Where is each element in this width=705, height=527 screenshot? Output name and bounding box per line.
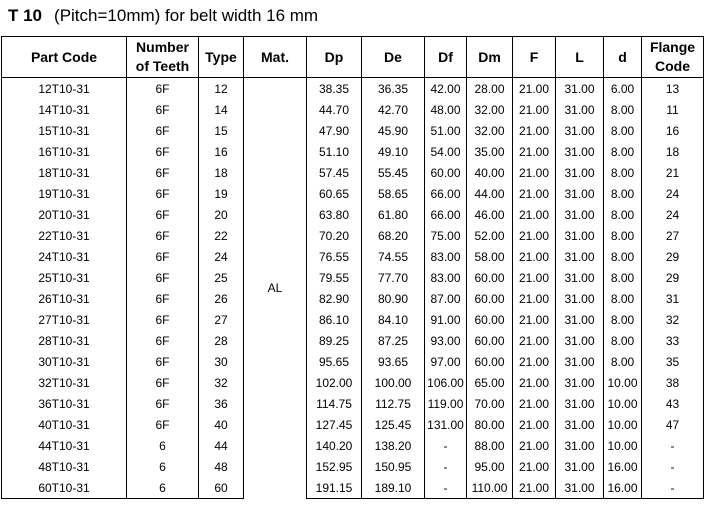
cell-l: 31.00 [556,267,604,288]
cell-dp: 102.00 [307,372,362,393]
cell-teeth: 6F [127,330,199,351]
cell-dp: 152.95 [307,456,362,477]
cell-part-code: 44T10-31 [2,435,127,456]
cell-part-code: 18T10-31 [2,162,127,183]
cell-type: 18 [199,162,244,183]
cell-dm: 32.00 [467,120,513,141]
cell-dm: 40.00 [467,162,513,183]
cell-dp: 89.25 [307,330,362,351]
cell-type: 25 [199,267,244,288]
table-row [2,78,704,100]
cell-part-code: 16T10-31 [2,141,127,162]
cell-dm: 65.00 [467,372,513,393]
cell-dm: 60.00 [467,309,513,330]
cell-f: 21.00 [513,393,556,414]
cell-df: 93.00 [425,330,467,351]
cell-de: 74.55 [362,246,425,267]
cell-type: 16 [199,141,244,162]
header-type: Type [199,37,244,78]
cell-dp: 86.10 [307,309,362,330]
cell-teeth: 6 [127,456,199,477]
cell-flange-code: 11 [642,99,704,120]
cell-df: 48.00 [425,99,467,120]
cell-flange-code: - [642,435,704,456]
cell-d: 8.00 [604,204,642,225]
cell-l: 31.00 [556,435,604,456]
cell-dm: 70.00 [467,393,513,414]
cell-dm: 32.00 [467,99,513,120]
cell-d: 8.00 [604,141,642,162]
cell-de: 80.90 [362,288,425,309]
cell-de: 84.10 [362,309,425,330]
cell-l: 31.00 [556,225,604,246]
cell-d: 10.00 [604,435,642,456]
title-description: (Pitch=10mm) for belt width 16 mm [54,6,319,25]
cell-de: 112.75 [362,393,425,414]
cell-part-code: 30T10-31 [2,351,127,372]
header-df: Df [425,37,467,78]
cell-dm: 60.00 [467,330,513,351]
cell-f: 21.00 [513,267,556,288]
cell-d: 8.00 [604,288,642,309]
cell-dp: 127.45 [307,414,362,435]
cell-f: 21.00 [513,288,556,309]
title-series: T 10 [8,6,43,25]
cell-l: 31.00 [556,309,604,330]
cell-flange-code: 24 [642,183,704,204]
cell-part-code: 20T10-31 [2,204,127,225]
cell-teeth: 6F [127,120,199,141]
table-row [2,330,704,351]
cell-d: 8.00 [604,183,642,204]
cell-de: 61.80 [362,204,425,225]
table-row [2,435,704,456]
cell-type: 60 [199,477,244,499]
cell-dp: 51.10 [307,141,362,162]
cell-teeth: 6F [127,351,199,372]
cell-df: 66.00 [425,183,467,204]
cell-df: 66.00 [425,204,467,225]
table-row [2,372,704,393]
cell-type: 27 [199,309,244,330]
cell-df: 87.00 [425,288,467,309]
cell-df: 91.00 [425,309,467,330]
cell-df: 54.00 [425,141,467,162]
cell-de: 42.70 [362,99,425,120]
cell-f: 21.00 [513,120,556,141]
cell-type: 30 [199,351,244,372]
cell-f: 21.00 [513,309,556,330]
cell-teeth: 6F [127,393,199,414]
cell-dm: 28.00 [467,78,513,100]
cell-l: 31.00 [556,351,604,372]
cell-f: 21.00 [513,456,556,477]
cell-de: 138.20 [362,435,425,456]
cell-df: - [425,477,467,499]
cell-l: 31.00 [556,183,604,204]
table-row [2,267,704,288]
header-de: De [362,37,425,78]
cell-df: 106.00 [425,372,467,393]
cell-dp: 79.55 [307,267,362,288]
cell-teeth: 6F [127,309,199,330]
cell-dm: 58.00 [467,246,513,267]
cell-l: 31.00 [556,456,604,477]
header-dm: Dm [467,37,513,78]
cell-d: 10.00 [604,414,642,435]
header-l: L [556,37,604,78]
cell-dm: 46.00 [467,204,513,225]
cell-dp: 60.65 [307,183,362,204]
cell-f: 21.00 [513,183,556,204]
cell-dm: 52.00 [467,225,513,246]
cell-d: 8.00 [604,351,642,372]
cell-dm: 95.00 [467,456,513,477]
header-flange-code: Flange Code [642,37,704,78]
cell-df: 60.00 [425,162,467,183]
cell-teeth: 6F [127,162,199,183]
cell-teeth: 6 [127,435,199,456]
table-row [2,309,704,330]
cell-teeth: 6F [127,288,199,309]
cell-part-code: 25T10-31 [2,267,127,288]
cell-de: 77.70 [362,267,425,288]
cell-d: 10.00 [604,372,642,393]
cell-f: 21.00 [513,372,556,393]
cell-type: 12 [199,78,244,100]
cell-teeth: 6F [127,183,199,204]
cell-de: 58.65 [362,183,425,204]
cell-df: 119.00 [425,393,467,414]
cell-de: 55.45 [362,162,425,183]
cell-flange-code: 29 [642,246,704,267]
cell-type: 40 [199,414,244,435]
table-row [2,141,704,162]
header-row [2,37,704,78]
cell-flange-code: 21 [642,162,704,183]
cell-dm: 60.00 [467,288,513,309]
cell-flange-code: 27 [642,225,704,246]
cell-part-code: 32T10-31 [2,372,127,393]
cell-teeth: 6F [127,78,199,100]
table-row [2,162,704,183]
cell-type: 32 [199,372,244,393]
pulley-spec-table [1,36,704,499]
cell-d: 6.00 [604,78,642,100]
cell-l: 31.00 [556,330,604,351]
table-row [2,225,704,246]
cell-dp: 95.65 [307,351,362,372]
cell-de: 100.00 [362,372,425,393]
cell-teeth: 6F [127,246,199,267]
cell-type: 20 [199,204,244,225]
cell-l: 31.00 [556,120,604,141]
table-body [2,78,704,499]
cell-dm: 60.00 [467,351,513,372]
cell-type: 36 [199,393,244,414]
cell-dm: 80.00 [467,414,513,435]
cell-material: AL [244,78,307,499]
cell-flange-code: 32 [642,309,704,330]
cell-d: 8.00 [604,330,642,351]
cell-dm: 110.00 [467,477,513,499]
cell-flange-code: 29 [642,267,704,288]
cell-df: 83.00 [425,267,467,288]
cell-de: 125.45 [362,414,425,435]
table-row [2,246,704,267]
cell-type: 22 [199,225,244,246]
table-row [2,288,704,309]
cell-f: 21.00 [513,162,556,183]
cell-type: 15 [199,120,244,141]
cell-d: 8.00 [604,225,642,246]
cell-teeth: 6F [127,141,199,162]
cell-part-code: 22T10-31 [2,225,127,246]
cell-l: 31.00 [556,393,604,414]
cell-dp: 140.20 [307,435,362,456]
cell-dp: 114.75 [307,393,362,414]
cell-flange-code: 33 [642,330,704,351]
cell-dm: 60.00 [467,267,513,288]
table-row [2,183,704,204]
cell-d: 8.00 [604,120,642,141]
cell-part-code: 28T10-31 [2,330,127,351]
cell-flange-code: 38 [642,372,704,393]
cell-teeth: 6F [127,372,199,393]
cell-de: 36.35 [362,78,425,100]
cell-dp: 70.20 [307,225,362,246]
cell-l: 31.00 [556,414,604,435]
cell-f: 21.00 [513,225,556,246]
cell-l: 31.00 [556,204,604,225]
cell-f: 21.00 [513,78,556,100]
cell-df: 97.00 [425,351,467,372]
cell-df: 131.00 [425,414,467,435]
table-row [2,477,704,499]
cell-dp: 76.55 [307,246,362,267]
cell-dm: 35.00 [467,141,513,162]
cell-type: 14 [199,99,244,120]
cell-teeth: 6F [127,225,199,246]
cell-d: 8.00 [604,99,642,120]
cell-part-code: 36T10-31 [2,393,127,414]
page-title [8,6,318,26]
cell-f: 21.00 [513,141,556,162]
cell-dp: 82.90 [307,288,362,309]
cell-flange-code: 35 [642,351,704,372]
cell-l: 31.00 [556,288,604,309]
cell-type: 44 [199,435,244,456]
table-row [2,99,704,120]
cell-l: 31.00 [556,99,604,120]
cell-dp: 44.70 [307,99,362,120]
cell-f: 21.00 [513,435,556,456]
header-dp: Dp [307,37,362,78]
cell-part-code: 26T10-31 [2,288,127,309]
cell-l: 31.00 [556,78,604,100]
cell-dp: 47.90 [307,120,362,141]
cell-de: 87.25 [362,330,425,351]
cell-part-code: 40T10-31 [2,414,127,435]
cell-l: 31.00 [556,477,604,499]
cell-teeth: 6F [127,267,199,288]
cell-dm: 88.00 [467,435,513,456]
cell-type: 28 [199,330,244,351]
table-row [2,204,704,225]
cell-teeth: 6F [127,99,199,120]
cell-f: 21.00 [513,414,556,435]
table-row [2,414,704,435]
cell-l: 31.00 [556,372,604,393]
cell-f: 21.00 [513,351,556,372]
cell-part-code: 15T10-31 [2,120,127,141]
cell-d: 16.00 [604,456,642,477]
cell-d: 16.00 [604,477,642,499]
cell-de: 150.95 [362,456,425,477]
cell-flange-code: 31 [642,288,704,309]
cell-part-code: 12T10-31 [2,78,127,100]
cell-part-code: 19T10-31 [2,183,127,204]
cell-dp: 57.45 [307,162,362,183]
cell-df: 42.00 [425,78,467,100]
cell-flange-code: 24 [642,204,704,225]
cell-f: 21.00 [513,477,556,499]
cell-flange-code: 13 [642,78,704,100]
cell-de: 49.10 [362,141,425,162]
cell-teeth: 6F [127,414,199,435]
header-material: Mat. [244,37,307,78]
cell-f: 21.00 [513,330,556,351]
cell-flange-code: - [642,477,704,499]
cell-de: 189.10 [362,477,425,499]
cell-part-code: 48T10-31 [2,456,127,477]
cell-df: 75.00 [425,225,467,246]
cell-flange-code: 18 [642,141,704,162]
cell-df: 83.00 [425,246,467,267]
table-row [2,351,704,372]
cell-dp: 38.35 [307,78,362,100]
cell-de: 93.65 [362,351,425,372]
cell-part-code: 60T10-31 [2,477,127,499]
cell-teeth: 6F [127,204,199,225]
cell-de: 68.20 [362,225,425,246]
cell-df: - [425,456,467,477]
cell-d: 8.00 [604,162,642,183]
cell-dp: 63.80 [307,204,362,225]
header-number-of-teeth: Number of Teeth [127,37,199,78]
cell-l: 31.00 [556,246,604,267]
cell-de: 45.90 [362,120,425,141]
cell-f: 21.00 [513,99,556,120]
cell-l: 31.00 [556,141,604,162]
cell-d: 8.00 [604,267,642,288]
table-row [2,393,704,414]
cell-part-code: 14T10-31 [2,99,127,120]
cell-f: 21.00 [513,204,556,225]
cell-flange-code: - [642,456,704,477]
table-row [2,456,704,477]
cell-teeth: 6 [127,477,199,499]
cell-type: 26 [199,288,244,309]
cell-dp: 191.15 [307,477,362,499]
header-f: F [513,37,556,78]
cell-type: 24 [199,246,244,267]
cell-f: 21.00 [513,246,556,267]
cell-flange-code: 47 [642,414,704,435]
cell-type: 48 [199,456,244,477]
cell-flange-code: 43 [642,393,704,414]
cell-d: 8.00 [604,246,642,267]
cell-d: 8.00 [604,309,642,330]
cell-dm: 44.00 [467,183,513,204]
cell-type: 19 [199,183,244,204]
cell-part-code: 27T10-31 [2,309,127,330]
cell-d: 10.00 [604,393,642,414]
cell-flange-code: 16 [642,120,704,141]
header-part-code: Part Code [2,37,127,78]
table-row [2,120,704,141]
cell-df: - [425,435,467,456]
cell-l: 31.00 [556,162,604,183]
header-d: d [604,37,642,78]
cell-df: 51.00 [425,120,467,141]
cell-part-code: 24T10-31 [2,246,127,267]
